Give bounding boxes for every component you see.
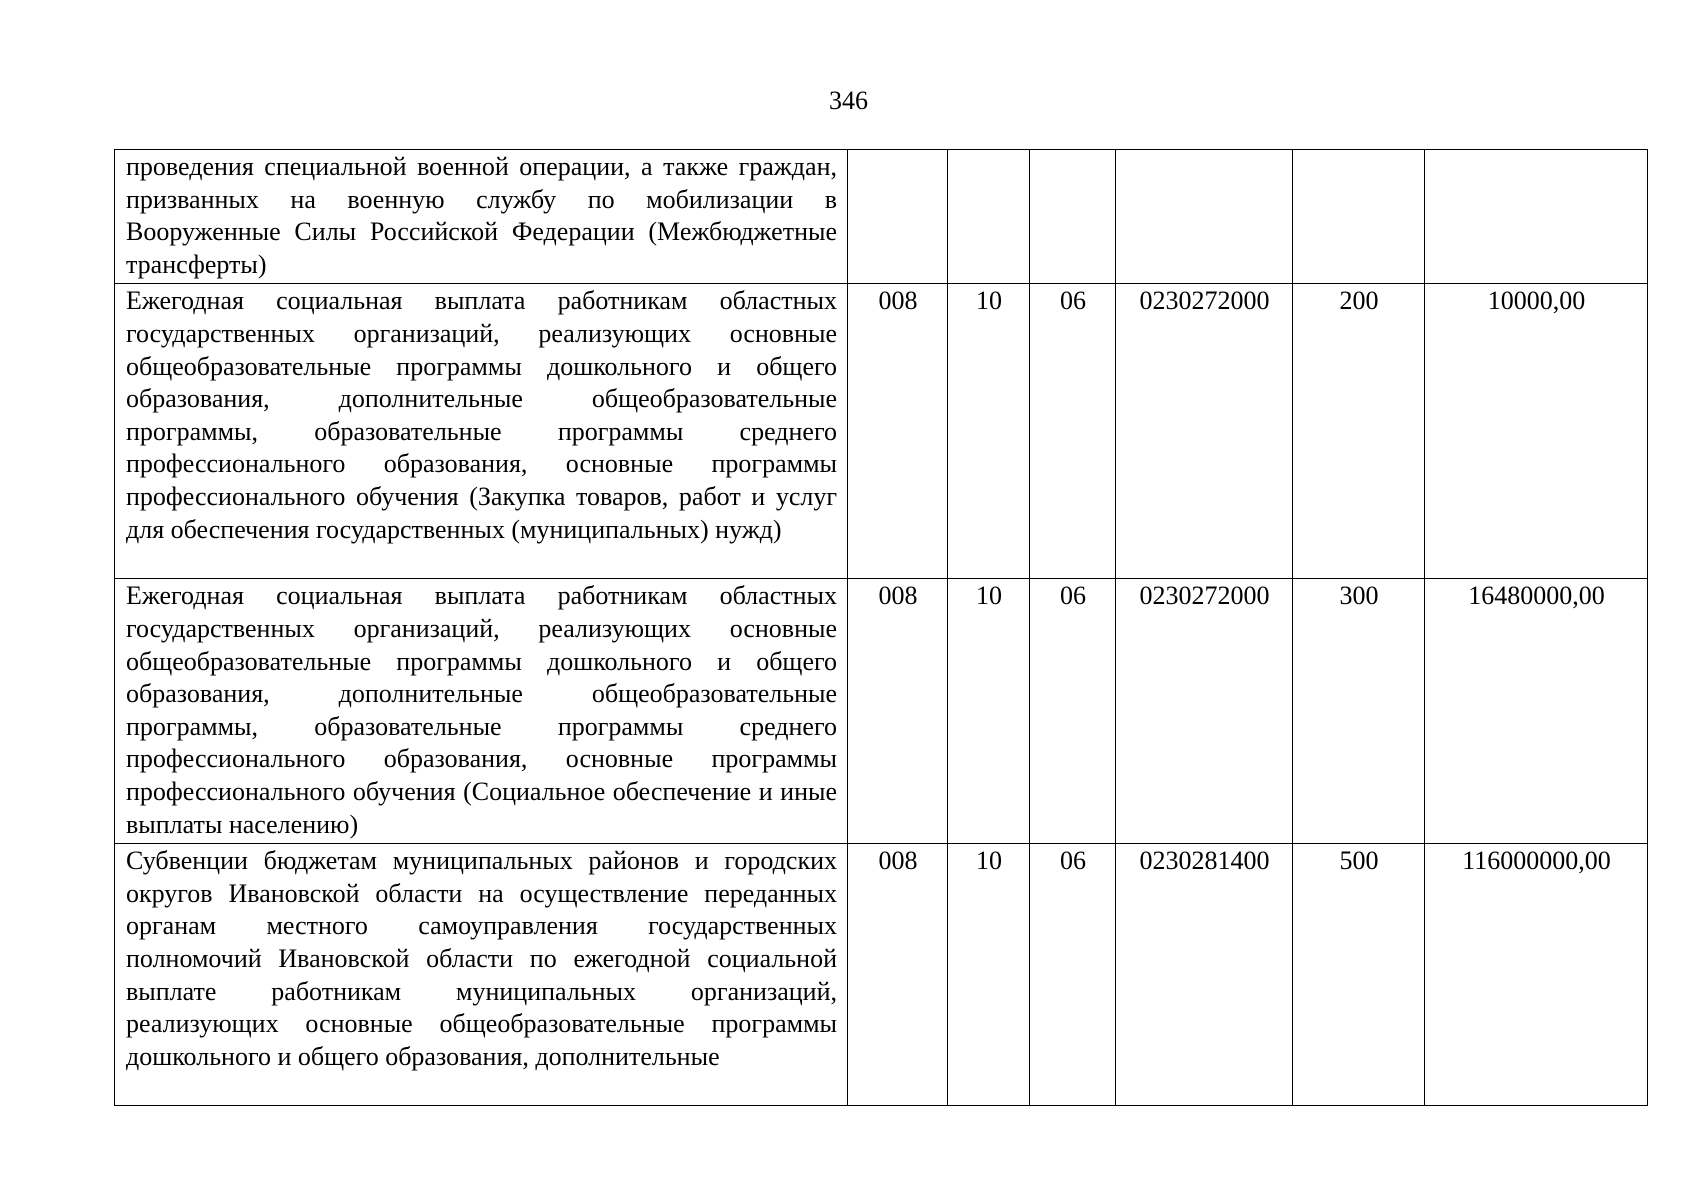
target-article-code: 0230281400: [1116, 844, 1293, 1106]
row-description: Ежегодная социальная выплата работникам областных государственных организаций, реализующих основные общеобразовательные программы дошкольного и общего образования, дополнительные общеобразовательные программы, образовательные программы среднего профессионального образования, основные программы профессионального обучения (Закупка товаров, работ и услуг для обеспечения государственных (муниципальных) нужд): [115, 284, 848, 579]
section-code: 10: [948, 579, 1030, 844]
budget-table: [114, 149, 1648, 1106]
section-code: [948, 150, 1030, 284]
ministry-code: 008: [848, 579, 948, 844]
target-article-code: 0230272000: [1116, 284, 1293, 579]
target-article-code: 0230272000: [1116, 579, 1293, 844]
section-code: 10: [948, 844, 1030, 1106]
amount: [1425, 150, 1648, 284]
table-row: [115, 284, 1648, 579]
table-row: [115, 150, 1648, 284]
expense-type-code: 200: [1293, 284, 1425, 579]
expense-type-code: 500: [1293, 844, 1425, 1106]
table-row: [115, 844, 1648, 1106]
expense-type-code: [1293, 150, 1425, 284]
ministry-code: [848, 150, 948, 284]
table-row: [115, 579, 1648, 844]
row-description: проведения специальной военной операции, а также граждан, призванных на военную службу по мобилизации в Вооруженные Силы Российской Федерации (Межбюджетные трансферты): [115, 150, 848, 284]
page-number: 346: [829, 86, 868, 115]
amount: 10000,00: [1425, 284, 1648, 579]
subsection-code: 06: [1030, 579, 1116, 844]
subsection-code: 06: [1030, 844, 1116, 1106]
ministry-code: 008: [848, 844, 948, 1106]
target-article-code: [1116, 150, 1293, 284]
amount: 116000000,00: [1425, 844, 1648, 1106]
subsection-code: 06: [1030, 284, 1116, 579]
row-description: Ежегодная социальная выплата работникам областных государственных организаций, реализующих основные общеобразовательные программы дошкольного и общего образования, дополнительные общеобразовательные программы, образовательные программы среднего профессионального образования, основные программы профессионального обучения (Социальное обеспечение и иные выплаты населению): [115, 579, 848, 844]
amount: 16480000,00: [1425, 579, 1648, 844]
subsection-code: [1030, 150, 1116, 284]
expense-type-code: 300: [1293, 579, 1425, 844]
ministry-code: 008: [848, 284, 948, 579]
section-code: 10: [948, 284, 1030, 579]
row-description: Субвенции бюджетам муниципальных районов и городских округов Ивановской области на осуществление переданных органам местного самоуправления государственных полномочий Ивановской области по ежегодной социальной выплате работникам муниципальных организаций, реализующих основные общеобразовательные программы дошкольного и общего образования, дополнительные: [115, 844, 848, 1106]
